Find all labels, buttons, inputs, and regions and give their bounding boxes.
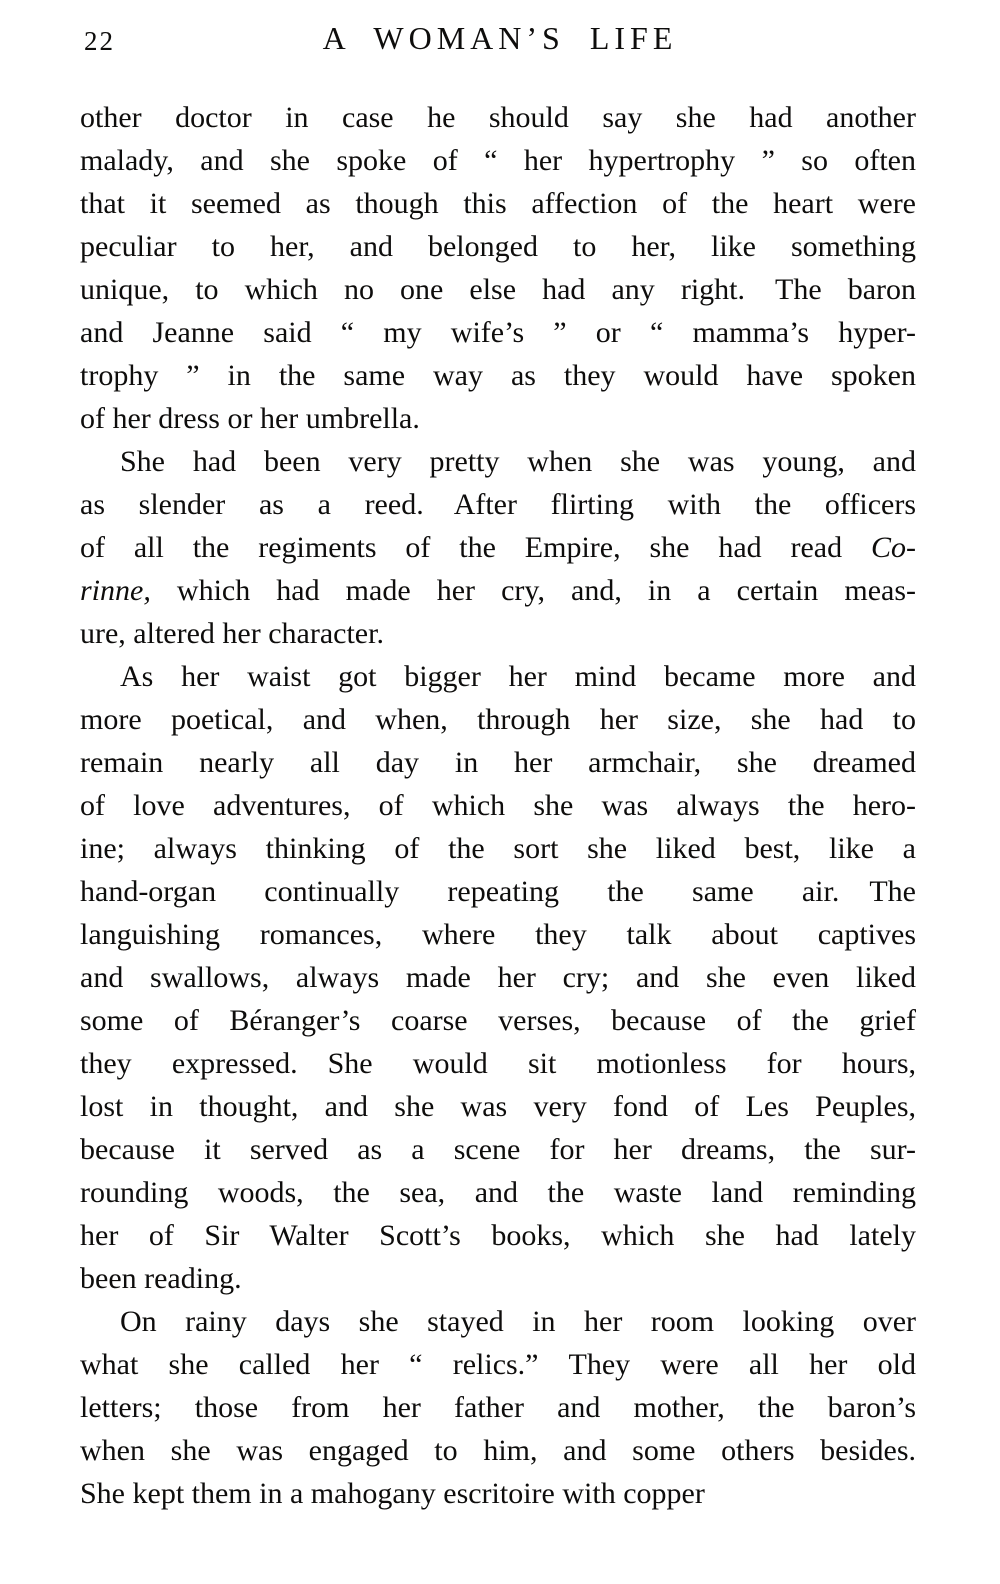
text-segment: which had made her cry, and, in a certain meas- <box>150 574 916 607</box>
text-segment: peculiar to her, and belonged to her, like something <box>80 230 916 263</box>
paragraph <box>80 655 916 1300</box>
text-segment: trophy ” in the same way as they would have spoken <box>80 359 916 392</box>
text-segment: She kept them in a mahogany escritoire with copper <box>80 1477 705 1510</box>
text-line <box>80 1128 916 1171</box>
text-segment: that it seemed as though this affection of the heart were <box>80 187 916 220</box>
text-line <box>80 999 916 1042</box>
text-segment: As her waist got bigger her mind became more and <box>120 660 916 693</box>
text-segment: what she called her “ relics.” They were all her old <box>80 1348 916 1381</box>
text-segment: when she was engaged to him, and some others besides. <box>80 1434 916 1467</box>
text-segment: ine; always thinking of the sort she liked best, like a <box>80 832 916 865</box>
text-line <box>80 784 916 827</box>
text-line <box>80 1214 916 1257</box>
text-line <box>80 1085 916 1128</box>
text-line <box>80 96 916 139</box>
paragraph <box>80 440 916 655</box>
paragraph <box>80 1300 916 1515</box>
text-segment: of all the regiments of the Empire, she had read <box>80 531 871 564</box>
text-line <box>80 870 916 913</box>
text-segment: more poetical, and when, through her size, she had to <box>80 703 916 736</box>
page-number: 22 <box>84 26 115 56</box>
text-segment: malady, and she spoke of “ her hypertrophy ” so often <box>80 144 916 177</box>
page-body <box>80 96 916 1515</box>
text-line <box>80 1042 916 1085</box>
text-segment: unique, to which no one else had any right. The baron <box>80 273 916 306</box>
text-segment: other doctor in case he should say she had another <box>80 101 916 134</box>
text-segment: ure, altered her character. <box>80 617 384 650</box>
text-segment: her of Sir Walter Scott’s books, which she had lately <box>80 1219 916 1252</box>
text-line <box>80 698 916 741</box>
text-line <box>80 1386 916 1429</box>
text-segment: of her dress or her umbrella. <box>80 402 420 435</box>
italic-text-segment: Co- <box>871 531 916 564</box>
text-line <box>80 1429 916 1472</box>
text-line <box>80 612 916 655</box>
text-line <box>80 1343 916 1386</box>
italic-text-segment: rinne, <box>80 574 151 607</box>
text-line <box>80 268 916 311</box>
text-line <box>80 354 916 397</box>
text-segment: because it served as a scene for her dreams, the sur- <box>80 1133 916 1166</box>
text-segment: hand-organ continually repeating the same air. The <box>80 875 916 908</box>
text-line <box>80 397 916 440</box>
text-segment: and swallows, always made her cry; and she even liked <box>80 961 916 994</box>
text-segment: letters; those from her father and mother, the baron’s <box>80 1391 916 1424</box>
text-line <box>80 1171 916 1214</box>
text-line <box>80 1472 916 1515</box>
text-segment: as slender as a reed. After flirting with the officers <box>80 488 916 521</box>
text-line <box>80 225 916 268</box>
text-segment: She had been very pretty when she was young, and <box>120 445 916 478</box>
text-line <box>80 913 916 956</box>
text-segment: been reading. <box>80 1262 242 1295</box>
text-line <box>80 1257 916 1300</box>
text-segment: lost in thought, and she was very fond of Les Peuples, <box>80 1090 916 1123</box>
text-segment: they expressed. She would sit motionless for hours, <box>80 1047 916 1080</box>
text-segment: rounding woods, the sea, and the waste land reminding <box>80 1176 916 1209</box>
text-line <box>80 139 916 182</box>
text-line <box>80 741 916 784</box>
text-line <box>80 569 916 612</box>
running-title: A WOMAN’S LIFE <box>322 20 678 56</box>
text-line <box>80 827 916 870</box>
text-line <box>80 440 916 483</box>
text-segment: languishing romances, where they talk about captives <box>80 918 916 951</box>
text-line <box>80 1300 916 1343</box>
text-line <box>80 655 916 698</box>
text-segment: and Jeanne said “ my wife’s ” or “ mamma’s hyper- <box>80 316 916 349</box>
text-segment: On rainy days she stayed in her room looking over <box>120 1305 916 1338</box>
text-line <box>80 483 916 526</box>
text-segment: some of Béranger’s coarse verses, because of the grief <box>80 1004 916 1037</box>
text-line <box>80 182 916 225</box>
text-segment: remain nearly all day in her armchair, she dreamed <box>80 746 916 779</box>
text-line <box>80 956 916 999</box>
text-line <box>80 311 916 354</box>
text-segment: of love adventures, of which she was always the hero- <box>80 789 916 822</box>
paragraph <box>80 96 916 440</box>
text-line <box>80 526 916 569</box>
